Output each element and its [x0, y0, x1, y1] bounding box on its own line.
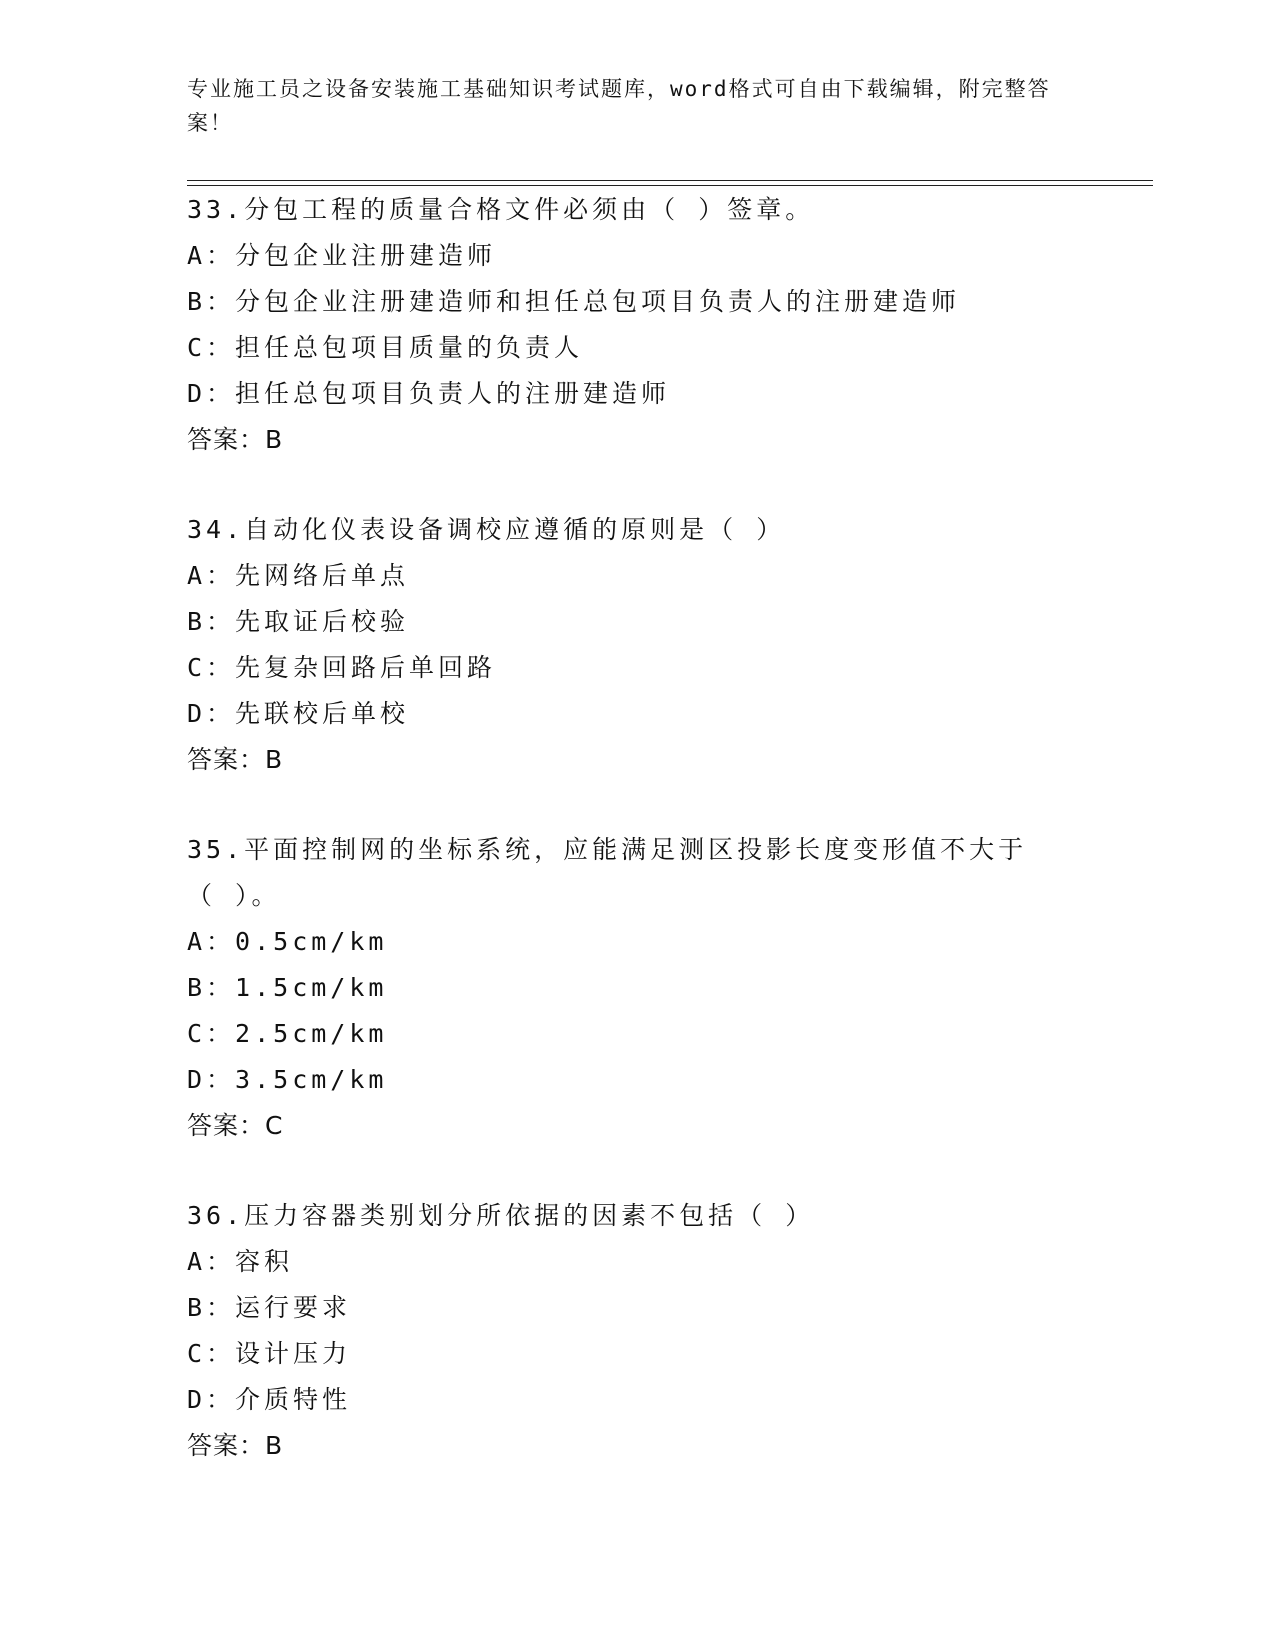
option-d: D：介质特性	[187, 1385, 352, 1414]
answer: 答案：C	[187, 1111, 284, 1140]
question-stem: 33.分包工程的质量合格文件必须由（ ）签章。	[187, 195, 815, 224]
header-divider-top	[187, 180, 1153, 181]
option-a: A：分包企业注册建造师	[187, 241, 497, 270]
option-b: B：分包企业注册建造师和担任总包项目负责人的注册建造师	[187, 287, 961, 316]
answer: 答案：B	[187, 745, 284, 774]
question-33	[187, 187, 1087, 463]
option-a: A：先网络后单点	[187, 561, 410, 590]
option-d: D：3.5cm/km	[187, 1065, 388, 1094]
option-a: A：0.5cm/km	[187, 927, 388, 956]
option-b: B：运行要求	[187, 1293, 352, 1322]
question-stem: 36.压力容器类别划分所依据的因素不包括（ ）	[187, 1201, 815, 1230]
option-c: C：2.5cm/km	[187, 1019, 388, 1048]
option-a: A：容积	[187, 1247, 294, 1276]
question-35	[187, 827, 1087, 1149]
question-list	[187, 187, 1087, 1513]
option-b: B：先取证后校验	[187, 607, 410, 636]
option-d: D：担任总包项目负责人的注册建造师	[187, 379, 671, 408]
question-36	[187, 1193, 1087, 1469]
option-d: D：先联校后单校	[187, 699, 410, 728]
option-b: B：1.5cm/km	[187, 973, 388, 1002]
option-c: C：先复杂回路后单回路	[187, 653, 497, 682]
answer: 答案：B	[187, 425, 284, 454]
document-header: 专业施工员之设备安装施工基础知识考试题库，word格式可自由下载编辑，附完整答案！	[187, 77, 1051, 135]
question-34	[187, 507, 1087, 783]
question-stem: 34.自动化仪表设备调校应遵循的原则是（ ）	[187, 515, 786, 544]
header-divider-bottom	[187, 185, 1153, 186]
option-c: C：担任总包项目质量的负责人	[187, 333, 584, 362]
option-c: C：设计压力	[187, 1339, 352, 1368]
answer: 答案：B	[187, 1431, 284, 1460]
question-stem: 35.平面控制网的坐标系统，应能满足测区投影长度变形值不大于（ ）。	[187, 835, 1028, 910]
